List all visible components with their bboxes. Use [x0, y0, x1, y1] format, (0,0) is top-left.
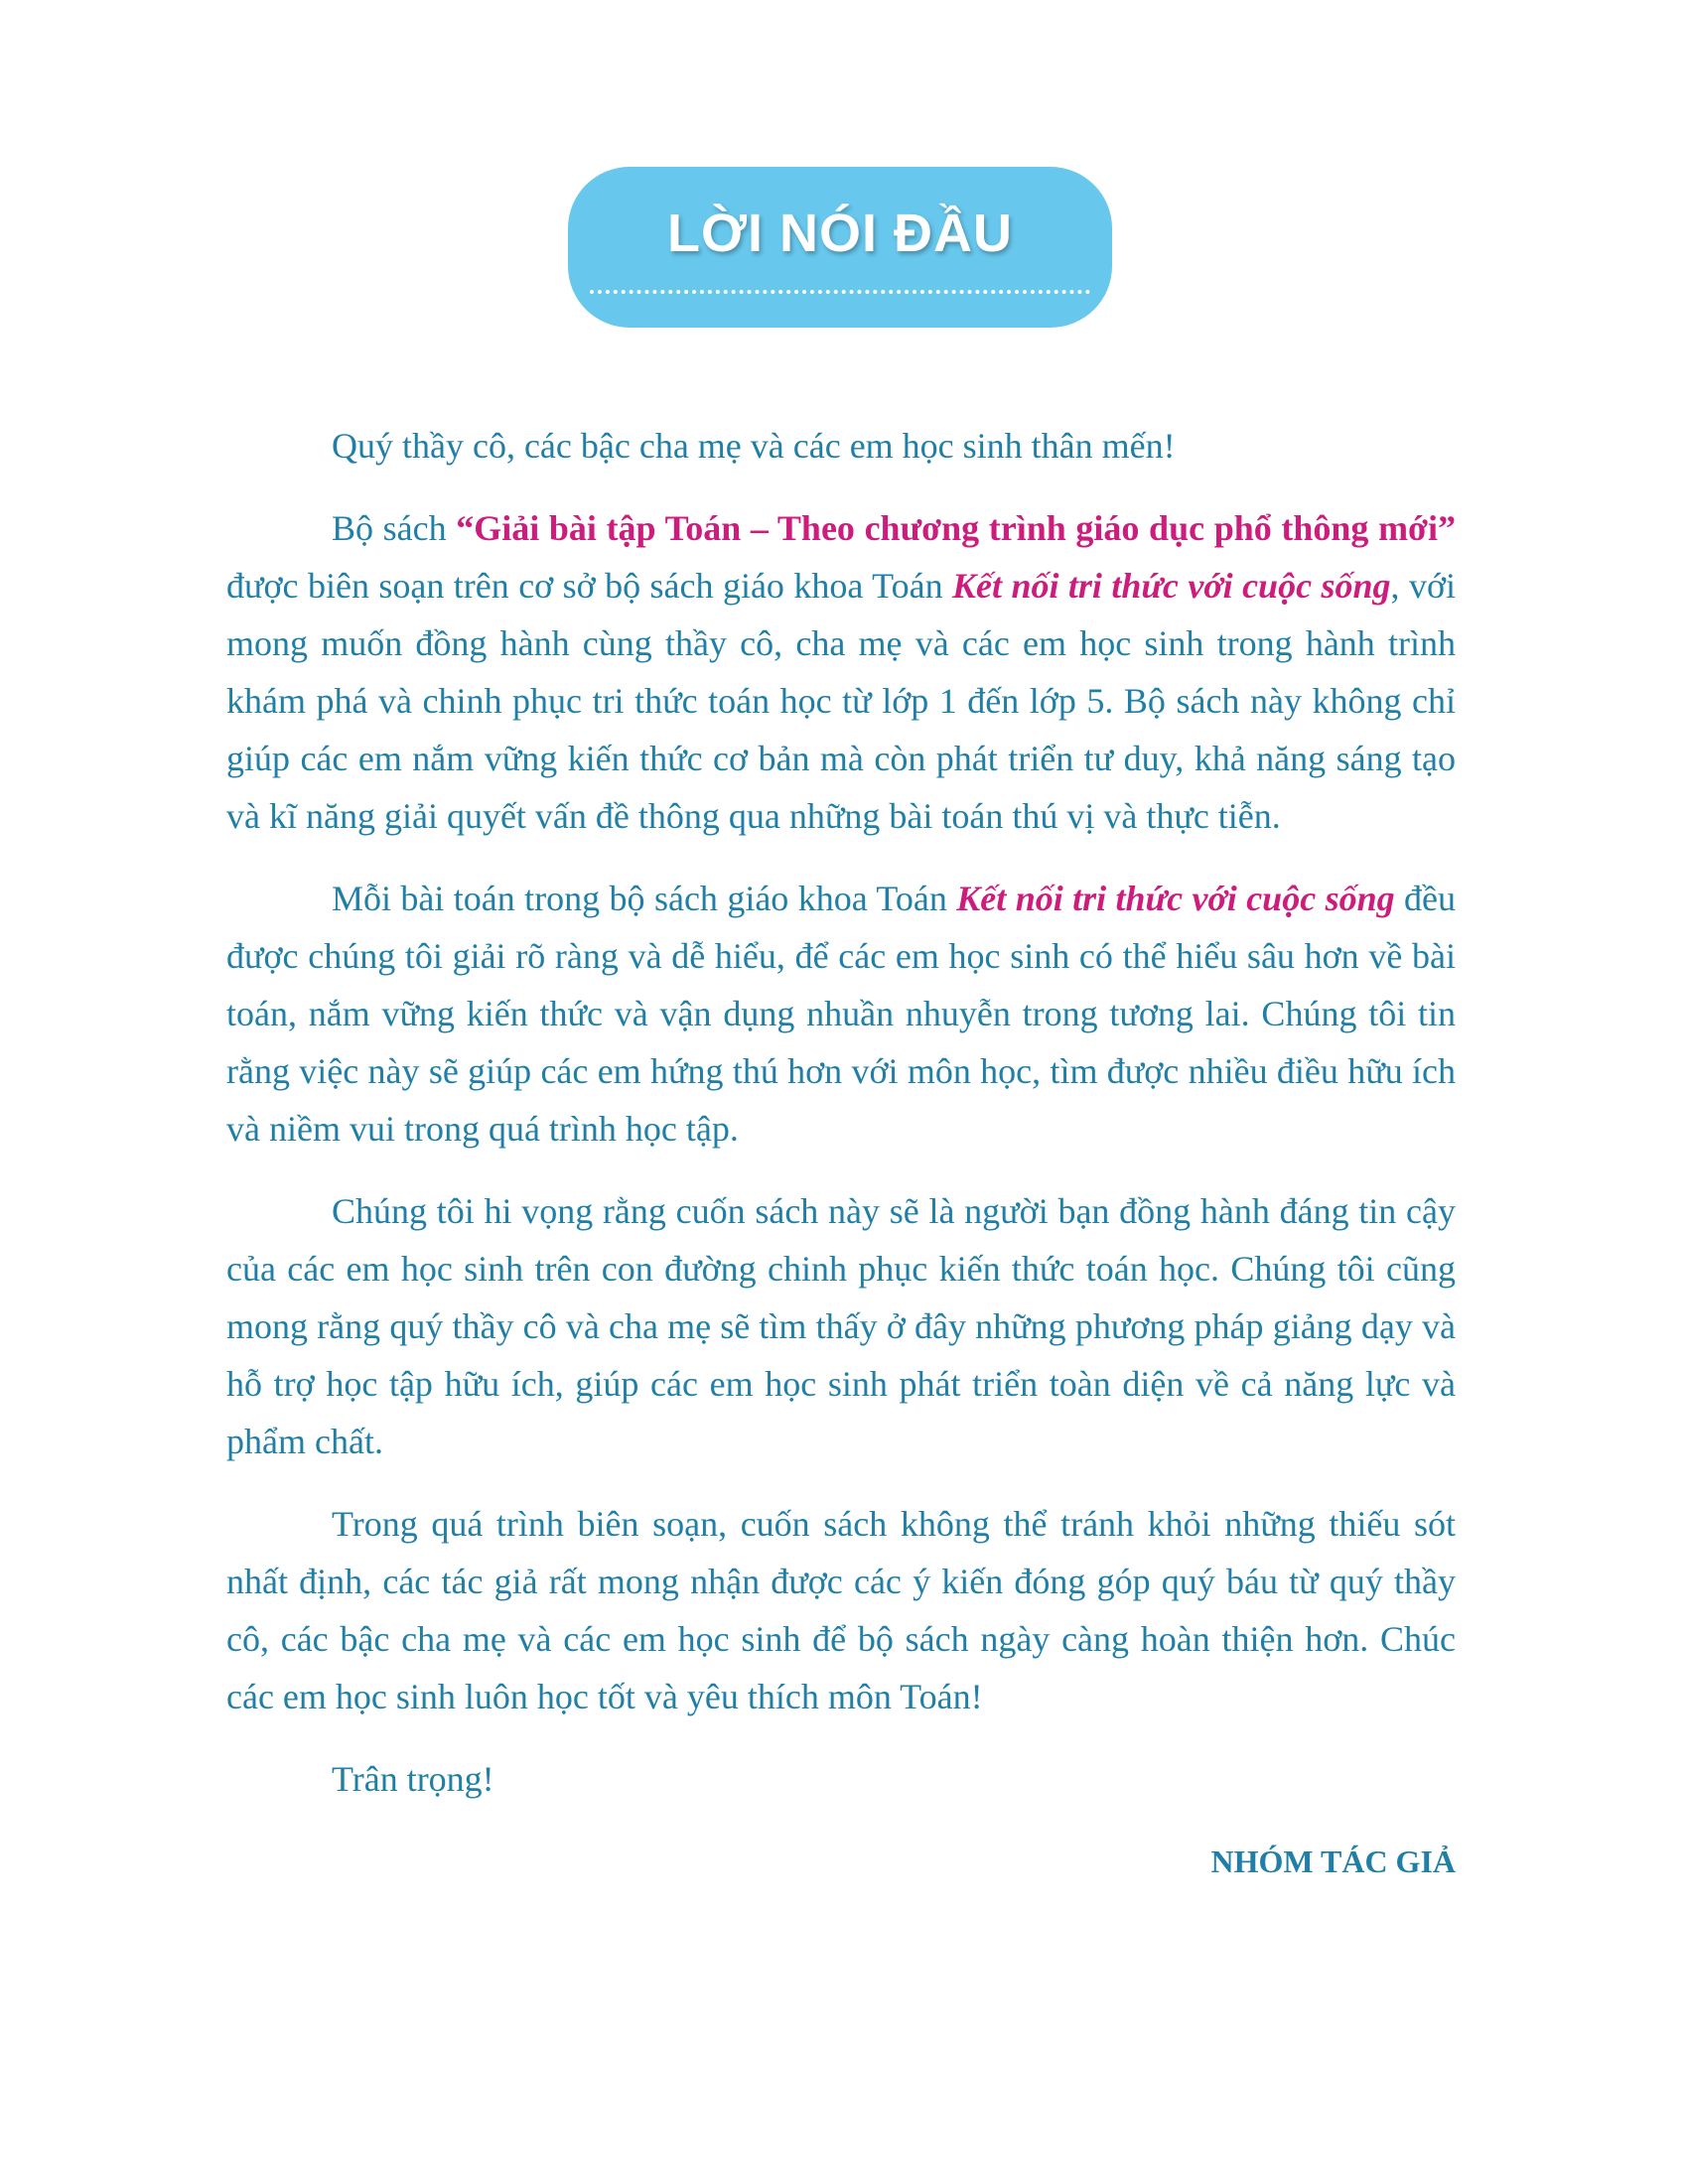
paragraph-4: Trong quá trình biên soạn, cuốn sách không thể tránh khỏi những thiếu sót nhất định, các tác giả rất mong nhận được các ý kiến đóng góp quý báu từ quý thầy cô, các bậc cha mẹ và các em học sinh để bộ sách ngày càng hoàn thiện hơn. Chúc các em học sinh luôn học tốt và yêu thích môn Toán! [226, 1504, 1456, 1716]
paragraph-1-text-2: được biên soạn trên cơ sở bộ sách giáo khoa Toán [226, 566, 953, 606]
paragraph-1 [226, 499, 1456, 845]
paragraph-2 [226, 870, 1456, 1158]
paragraph-3: Chúng tôi hi vọng rằng cuốn sách này sẽ là người bạn đồng hành đáng tin cậy của các em học sinh trên con đường chinh phục kiến thức toán học. Chúng tôi cũng mong rằng quý thầy cô và cha mẹ sẽ tìm thấy ở đây những phương pháp giảng dạy và hỗ trợ học tập hữu ích, giúp các em học sinh phát triển toàn diện về cả năng lực và phẩm chất. [226, 1191, 1456, 1461]
page-title: LỜI NÓI ĐẦU [666, 204, 1014, 263]
title-dotted-divider [590, 290, 1090, 294]
preface-body [226, 417, 1456, 1915]
author-signature: NHÓM TÁC GIẢ [1210, 1843, 1456, 1879]
paragraph-1-text-1: Bộ sách [332, 508, 457, 548]
title-banner [568, 167, 1112, 328]
series-name: Kết nối tri thức với cuộc sống [956, 879, 1395, 918]
closing-line: Trân trọng! [332, 1759, 494, 1799]
book-title: “Giải bài tập Toán – Theo chương trình giáo dục phổ thông mới” [456, 508, 1456, 548]
paragraph-2-text-2: đều được chúng tôi giải rõ ràng và dễ hiểu, để các em học sinh có thể hiểu sâu hơn về bài toán, nắm vững kiến thức và vận dụng nhuần nhuyễn trong tương lai. Chúng tôi tin rằng việc này sẽ giúp các em hứng thú hơn với môn học, tìm được nhiều điều hữu ích và niềm vui trong quá trình học tập. [226, 879, 1456, 1149]
paragraph-2-text-1: Mỗi bài toán trong bộ sách giáo khoa Toán [332, 879, 957, 918]
series-name: Kết nối tri thức với cuộc sống [952, 566, 1391, 606]
paragraph-1-text-3: , với mong muốn đồng hành cùng thầy cô, cha mẹ và các em học sinh trong hành trình khám phá và chinh phục tri thức toán học từ lớp 1 đến lớp 5. Bộ sách này không chỉ giúp các em nắm vững kiến thức cơ bản mà còn phát triển tư duy, khả năng sáng tạo và kĩ năng giải quyết vấn đề thông qua những bài toán thú vị và thực tiễn. [226, 566, 1456, 836]
greeting-paragraph: Quý thầy cô, các bậc cha mẹ và các em học sinh thân mến! [332, 426, 1176, 466]
